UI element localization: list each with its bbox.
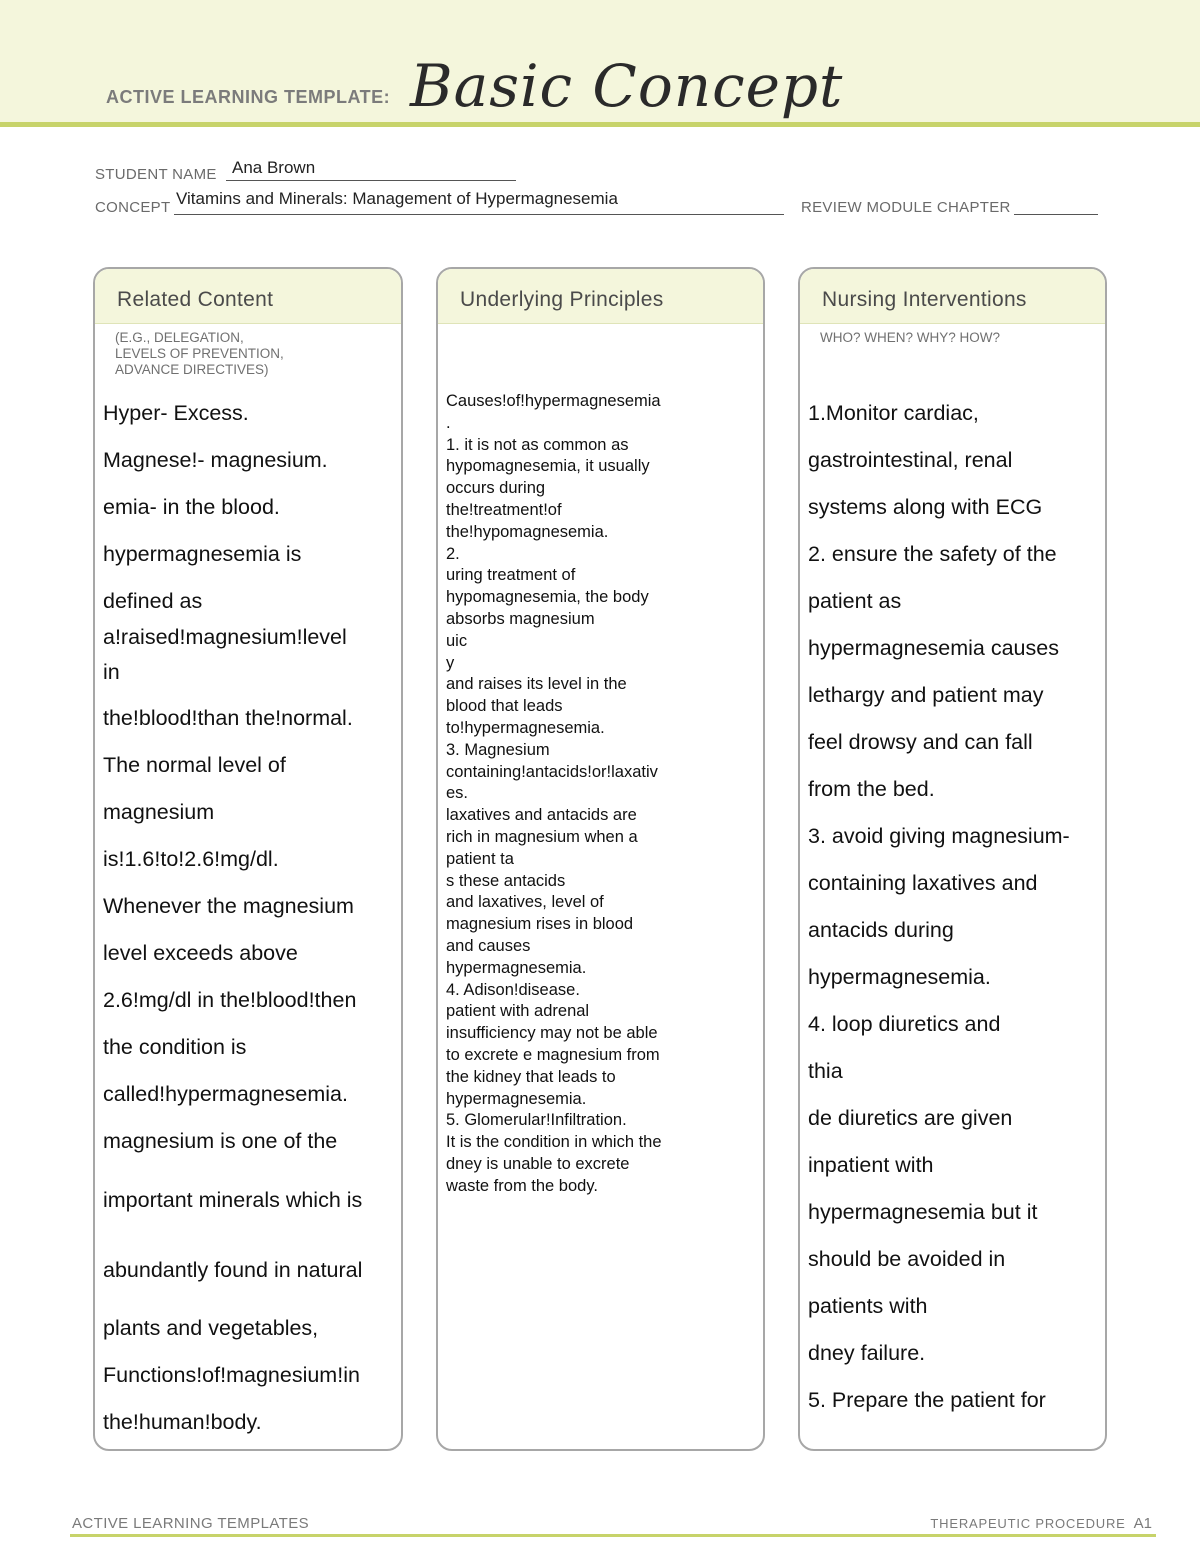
template-label: ACTIVE LEARNING TEMPLATE: xyxy=(106,87,391,107)
interventions-line: 1.Monitor cardiac, xyxy=(808,401,979,425)
interventions-line: hypermagnesemia but it xyxy=(808,1200,1038,1224)
principles-line: and raises its level in the xyxy=(446,675,627,694)
principles-line: blood that leads xyxy=(446,697,563,716)
principles-line: dney is unable to excrete xyxy=(446,1154,630,1173)
related-line: Magnese!- magnesium. xyxy=(103,448,328,472)
related-line: magnesium is one of the xyxy=(103,1129,338,1153)
principles-line: y xyxy=(446,653,455,672)
concept-field[interactable]: Vitamins and Minerals: Management of Hypermagnesemia xyxy=(176,189,618,208)
principles-line: and causes xyxy=(446,936,531,955)
principles-line: waste from the body. xyxy=(446,1176,598,1195)
principles-line: the kidney that leads to xyxy=(446,1067,616,1086)
principles-line: patient ta xyxy=(446,849,514,868)
nursing-interventions-title: Nursing Interventions xyxy=(822,288,1027,311)
related-line: in xyxy=(103,660,120,684)
principles-line: hypermagnesemia. xyxy=(446,1089,587,1108)
nursing-interventions-subtitle: WHO? WHEN? WHY? HOW? xyxy=(820,330,1001,345)
principles-line: 2. xyxy=(446,544,460,563)
interventions-line: antacids during xyxy=(808,918,954,942)
related-content-panel xyxy=(93,267,403,1451)
principles-line: hypomagnesemia, the body xyxy=(446,588,649,607)
principles-line: the!treatment!of xyxy=(446,500,562,519)
student-name-field[interactable]: Ana Brown xyxy=(232,158,316,177)
related-line: a!raised!magnesium!level xyxy=(103,625,347,649)
interventions-line: containing laxatives and xyxy=(808,871,1038,895)
header-divider xyxy=(0,122,1200,127)
interventions-line: 4. loop diuretics and xyxy=(808,1012,1001,1036)
nursing-interventions-panel xyxy=(798,267,1107,1451)
review-module-label: REVIEW MODULE CHAPTER xyxy=(801,199,1011,216)
interventions-line: 5. Prepare the patient for xyxy=(808,1388,1046,1412)
interventions-line: feel drowsy and can fall xyxy=(808,730,1033,754)
related-line: the!blood!than the!normal. xyxy=(103,706,353,730)
related-line: Hyper- Excess. xyxy=(103,401,249,425)
related-line: emia- in the blood. xyxy=(103,495,280,519)
principles-line: es. xyxy=(446,784,469,803)
related-line: is!1.6!to!2.6!mg/dl. xyxy=(103,847,279,871)
interventions-line: dney failure. xyxy=(808,1341,926,1365)
related-line: level exceeds above xyxy=(103,941,298,965)
related-line: 2.6!mg/dl in the!blood!then xyxy=(103,988,357,1012)
interventions-line: patients with xyxy=(808,1294,928,1318)
student-name-line xyxy=(226,180,516,181)
student-name-label: STUDENT NAME xyxy=(95,166,217,183)
principles-line: magnesium rises in blood xyxy=(446,915,634,934)
nursing-interventions-text[interactable] xyxy=(808,390,1099,1427)
principles-line: and laxatives, level of xyxy=(446,893,604,912)
related-line: abundantly found in natural xyxy=(103,1258,363,1282)
principles-line: rich in magnesium when a xyxy=(446,827,638,846)
principles-line: to!hypermagnesemia. xyxy=(446,718,605,737)
interventions-line: 2. ensure the safety of the xyxy=(808,542,1057,566)
related-content-title: Related Content xyxy=(117,288,274,311)
principles-line: uic xyxy=(446,631,468,650)
principles-line: 5. Glomerular!Infiltration. xyxy=(446,1111,627,1130)
related-content-text[interactable] xyxy=(103,390,395,1441)
underlying-principles-header xyxy=(438,269,763,324)
principles-line: laxatives and antacids are xyxy=(446,806,637,825)
nursing-interventions-header xyxy=(800,269,1105,324)
template-title: Basic Concept xyxy=(410,52,844,120)
footer-left-label: ACTIVE LEARNING TEMPLATES xyxy=(72,1515,309,1532)
interventions-line: from the bed. xyxy=(808,777,935,801)
related-line: Whenever the magnesium xyxy=(103,894,354,918)
principles-line: uring treatment of xyxy=(446,566,576,585)
principles-line: hypomagnesemia, it usually xyxy=(446,457,650,476)
interventions-line: lethargy and patient may xyxy=(808,683,1044,707)
related-line: the condition is xyxy=(103,1035,247,1059)
interventions-line: de diuretics are given xyxy=(808,1106,1013,1130)
interventions-line: inpatient with xyxy=(808,1153,934,1177)
related-line: magnesium xyxy=(103,800,215,824)
concept-label: CONCEPT xyxy=(95,199,171,216)
principles-line: to excrete e magnesium from xyxy=(446,1045,660,1064)
principles-line: 4. Adison!disease. xyxy=(446,980,580,999)
underlying-principles-title: Underlying Principles xyxy=(460,288,664,311)
principles-line: s these antacids xyxy=(446,871,566,890)
footer-divider xyxy=(70,1534,1156,1537)
related-line: the!human!body. xyxy=(103,1410,262,1434)
footer-right-label: THERAPEUTIC PROCEDURE xyxy=(930,1516,1126,1531)
related-line: The normal level of xyxy=(103,753,286,777)
related-content-subtitle: (E.G., DELEGATION, LEVELS OF PREVENTION, ADVANCE DIRECTIVES) xyxy=(115,330,284,377)
related-line: plants and vegetables, xyxy=(103,1316,319,1340)
underlying-principles-text[interactable] xyxy=(446,391,757,1441)
related-line: called!hypermagnesemia. xyxy=(103,1082,348,1106)
principles-line: containing!antacids!or!laxativ xyxy=(446,762,658,781)
related-line: defined as xyxy=(103,589,203,613)
principles-line: occurs during xyxy=(446,479,546,498)
principles-line: . xyxy=(446,413,451,432)
principles-line: It is the condition in which the xyxy=(446,1133,662,1152)
underlying-principles-panel xyxy=(436,267,765,1451)
related-content-header xyxy=(95,269,401,324)
review-module-line xyxy=(1014,214,1098,215)
interventions-line: hypermagnesemia causes xyxy=(808,636,1059,660)
interventions-line: systems along with ECG xyxy=(808,495,1043,519)
principles-line: Causes!of!hypermagnesemia xyxy=(446,392,661,410)
principles-line: patient with adrenal xyxy=(446,1002,590,1021)
concept-line xyxy=(174,214,784,215)
principles-line: 1. it is not as common as xyxy=(446,435,629,454)
related-line: important minerals which is xyxy=(103,1188,363,1212)
interventions-line: gastrointestinal, renal xyxy=(808,448,1013,472)
interventions-line: patient as xyxy=(808,589,902,613)
page-number: A1 xyxy=(1133,1515,1152,1532)
footer-right xyxy=(930,1515,1152,1532)
principles-line: hypermagnesemia. xyxy=(446,958,587,977)
related-line: hypermagnesemia is xyxy=(103,542,302,566)
principles-line: 3. Magnesium xyxy=(446,740,550,759)
principles-line: the!hypomagnesemia. xyxy=(446,522,609,541)
principles-line: insufficiency may not be able xyxy=(446,1024,658,1043)
interventions-line: thia xyxy=(808,1059,843,1083)
principles-line: absorbs magnesium xyxy=(446,609,595,628)
related-line: Functions!of!magnesium!in xyxy=(103,1363,360,1387)
interventions-line: should be avoided in xyxy=(808,1247,1006,1271)
interventions-line: 3. avoid giving magnesium- xyxy=(808,824,1070,848)
interventions-line: hypermagnesemia. xyxy=(808,965,991,989)
